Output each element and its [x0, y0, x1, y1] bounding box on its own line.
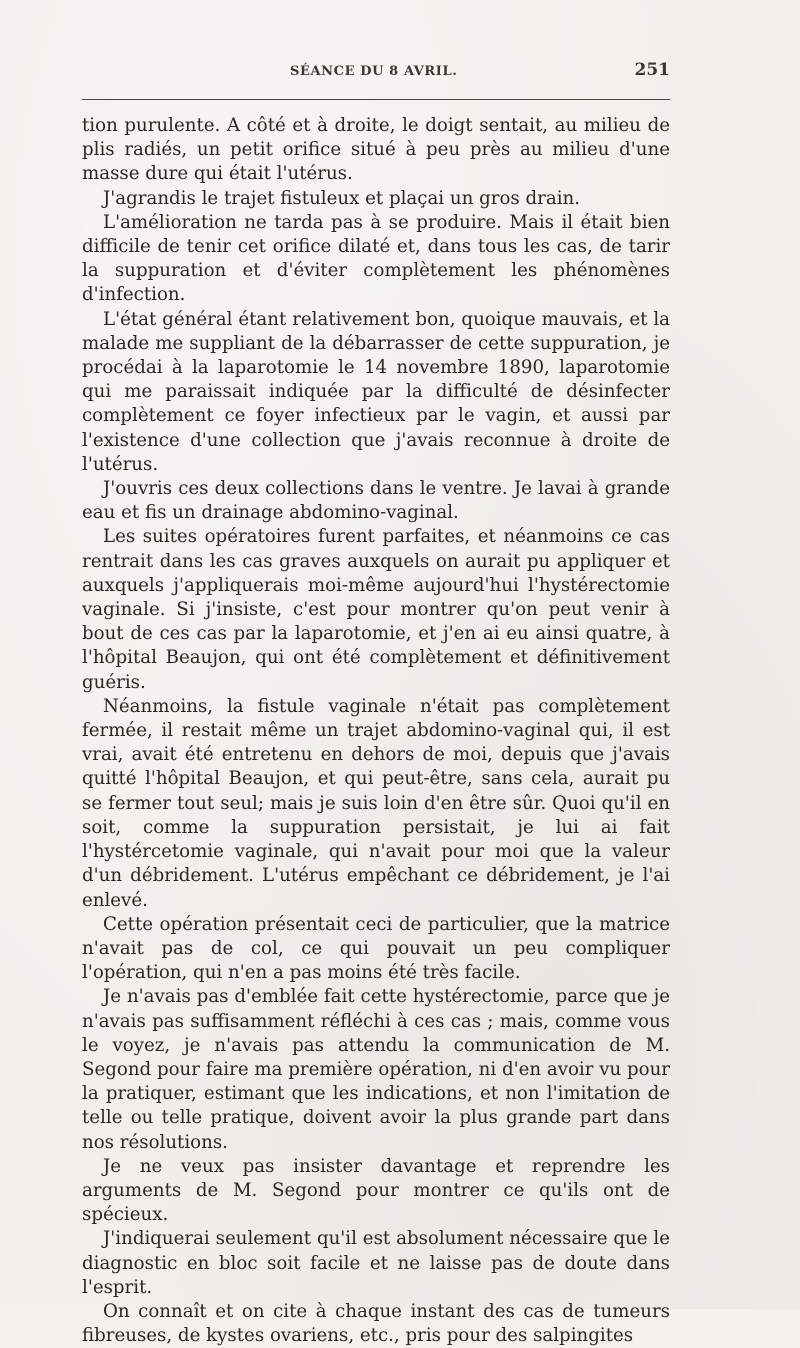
paragraph-4: L'état général étant relativement bon, quoique mauvais, et la malade me suppliant de la débarrasser de cette suppuration, je procédai à la laparotomie le 14 novembre 1890, laparotomie qui me paraissait indiquée par la difficulté de désinfecter complètement ce foyer infectieux par le vagin, et aussi par l'existence d'une collection que j'avais reconnue à droite de l'utérus. [82, 308, 670, 475]
paragraph-3: L'amélioration ne tarda pas à se produire. Mais il était bien difficile de tenir cet orifice dilaté et, dans tous les cas, de tarir la suppuration et d'éviter complètement les phénomènes d'infection. [82, 211, 670, 306]
body-text [82, 114, 670, 1348]
paragraph-2: J'agrandis le trajet fistuleux et plaçai un gros drain. [103, 187, 581, 209]
paragraph-11: J'indiquerai seulement qu'il est absolument nécessaire que le diagnostic en bloc soit facile et ne laisse pas de doute dans l'esprit. [82, 1228, 670, 1298]
paragraph-6: Les suites opératoires furent parfaites, et néanmoins ce cas rentrait dans les cas graves auxquels on aurait pu appliquer et auxquels j'appliquerais moi-même aujourd'hui l'hystérectomie vaginale. Si j'insiste, c'est pour montrer qu'on peut venir à bout de ces cas par la laparotomie, et j'en ai eu ainsi quatre, à l'hôpital Beaujon, qui ont été complètement et définitivement guéris. [82, 526, 670, 693]
page-number: 251 [634, 60, 670, 80]
paragraph-12: On connaît et on cite à chaque instant des cas de tumeurs fibreuses, de kystes ovariens, etc., pris pour des salpingites [82, 1300, 670, 1347]
paragraph-10: Je ne veux pas insister davantage et reprendre les arguments de M. Segond pour montrer ce qu'ils ont de spécieux. [82, 1155, 670, 1226]
header-rule [82, 99, 670, 100]
paragraph-5: J'ouvris ces deux collections dans le ventre. Je lavai à grande eau et fis un drainage abdomino-vaginal. [82, 478, 670, 524]
paragraph-1: tion purulente. A côté et à droite, le doigt sentait, au milieu de plis radiés, un petit orifice situé à peu près au milieu d'une masse dure qui était l'utérus. [82, 115, 670, 185]
paragraph-7: Néanmoins, la fistule vaginale n'était pas complètement fermée, il restait même un trajet abdomino-vaginal qui, il est vrai, avait été entretenu en dehors de moi, depuis que j'avais quitté l'hôpital Beaujon, et qui peut-être, sans cela, aurait pu se fermer tout seul; mais je suis loin d'en être sûr. Quoi qu'il en soit, comme la suppuration persistait, je lui ai fait l'hystércetomie vaginale, qui n'avait pour moi que la valeur d'un débridement. L'utérus empêchant ce débridement, je l'ai enlevé. [82, 695, 670, 911]
paragraph-8: Cette opération présentait ceci de particulier, que la matrice n'avait pas de col, ce qui pouvait un peu compliquer l'opération, qui n'en a pas moins été très facile. [82, 913, 670, 984]
page-header [82, 60, 670, 88]
paragraph-9: Je n'avais pas d'emblée fait cette hystérectomie, parce que je n'avais pas suffisamment réfléchi à ces cas ; mais, comme vous le voyez, je n'avais pas attendu la communication de M. Segond pour faire ma première opération, ni d'en avoir vu pour la pratiquer, estimant que les indications, et non l'imitation de telle ou telle pratique, doivent avoir la plus grande part dans nos résolutions. [82, 986, 670, 1153]
running-title: SÉANCE DU 8 AVRIL. [290, 64, 458, 79]
